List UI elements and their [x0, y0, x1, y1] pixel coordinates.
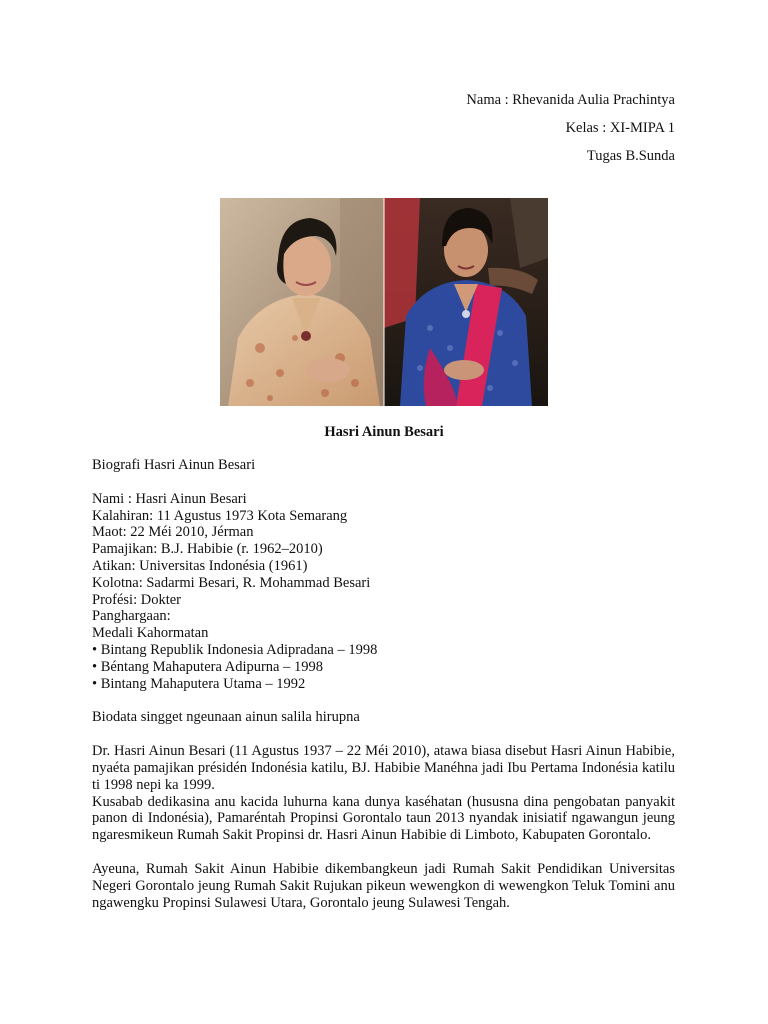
profile-line: Nami : Hasri Ainun Besari — [92, 490, 247, 507]
profile-line: Kalahiran: 11 Agustus 1973 Kota Semarang — [92, 507, 348, 524]
header-block — [466, 86, 675, 170]
profile-line: Atikan: Universitas Indonésia (1961) — [92, 557, 308, 574]
profile-line: Medali Kahormatan — [92, 625, 209, 642]
award-item: • Bintang Republik Indonesia Adipradana – 1998 — [92, 641, 378, 658]
student-class: Kelas : XI-MIPA 1 — [565, 120, 675, 136]
portrait-photo — [220, 198, 548, 406]
section-heading: Biografi Hasri Ainun Besari — [92, 457, 256, 473]
subheading: Biodata singget ngeunaan ainun salila hirupna — [92, 709, 360, 726]
profile-line: Kolotna: Sadarmi Besari, R. Mohammad Besari — [92, 574, 371, 591]
profile-line: Profési: Dokter — [92, 591, 181, 608]
paragraph: Ayeuna, Rumah Sakit Ainun Habibie dikembangkeun jadi Rumah Sakit Pendidikan Universitas Negeri Gorontalo jeung Rumah Sakit Rujukan pikeun wewengkon di wewengkon Teluk Tomini anu ngawengku Propinsi Sulawesi Utara, Gorontalo jeung Sulawesi Tengah. — [92, 860, 675, 911]
profile-line: Panghargaan: — [92, 608, 171, 625]
assignment-subject: Tugas B.Sunda — [586, 148, 675, 164]
paragraph: Dr. Hasri Ainun Besari (11 Agustus 1937 – 22 Méi 2010), atawa biasa disebut Hasri Ainun Habibie, nyaéta pamajikan présidén Indonésia katilu, BJ. Habibie Manéhna jadi Ibu Pertama Indonésia katilu ti 1998 nepi ka 1999. — [92, 743, 675, 793]
paragraph: Kusabab dedikasina anu kacida luhurna kana dunya kaséhatan (hususna dina pengobatan panyakit panon di Indonésia), Pamaréntah Propinsi Gorontalo taun 2013 nyandak inisiatif ngawangun jeung ngaresmikeun Rumah Sakit Propinsi dr. Hasri Ainun Habibie di Limboto, Kabupaten Gorontalo. — [92, 793, 675, 844]
document-title: Hasri Ainun Besari — [324, 424, 444, 440]
student-name: Nama : Rhevanida Aulia Prachintya — [466, 92, 675, 108]
document-body — [92, 457, 675, 911]
award-item: • Bintang Mahaputera Utama – 1992 — [92, 675, 306, 692]
profile-line: Maot: 22 Méi 2010, Jérman — [92, 524, 254, 541]
profile-line: Pamajikan: B.J. Habibie (r. 1962–2010) — [92, 541, 323, 558]
award-item: • Béntang Mahaputera Adipurna – 1998 — [92, 658, 323, 675]
